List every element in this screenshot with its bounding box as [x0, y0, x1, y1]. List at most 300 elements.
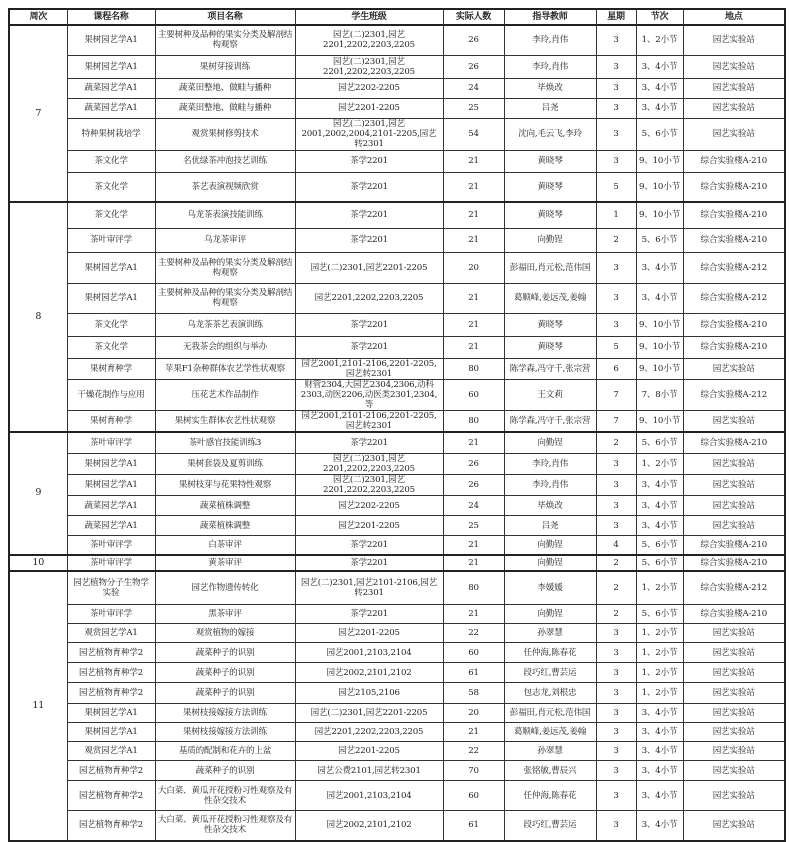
teacher-cell: 向勤锃	[504, 228, 596, 252]
period-cell: 3、4小节	[636, 704, 683, 723]
teacher-cell: 向勤锃	[504, 605, 596, 624]
teacher-cell: 彭福田,肖元松,范伟国	[504, 252, 596, 283]
teacher-cell: 任仲海,陈春花	[504, 781, 596, 811]
period-cell: 3、4小节	[636, 742, 683, 761]
location-cell: 综合实验楼A-210	[683, 605, 785, 624]
project-cell: 果树枝接嫁接方法训练	[155, 723, 295, 742]
course-cell: 果树园艺学A1	[67, 723, 155, 742]
teacher-cell: 毕焕改	[504, 78, 596, 98]
period-cell: 7、8小节	[636, 379, 683, 410]
day-cell: 2	[596, 228, 636, 252]
project-cell: 蔬菜种子的识别	[155, 663, 295, 683]
count-cell: 21	[443, 723, 504, 742]
project-cell: 果树实生群体农艺性状观察	[155, 410, 295, 432]
classes-cell: 园艺2201,2202,2203,2205	[295, 723, 443, 742]
course-cell: 茶叶审评学	[67, 432, 155, 454]
period-cell: 1、2小节	[636, 25, 683, 55]
location-cell: 园艺实验站	[683, 496, 785, 516]
classes-cell: 茶学2201	[295, 202, 443, 228]
teacher-cell: 沈向,毛云飞,李玲	[504, 118, 596, 150]
course-cell: 茶文化学	[67, 202, 155, 228]
period-cell: 3、4小节	[636, 78, 683, 98]
period-cell: 9、10小节	[636, 358, 683, 379]
classes-cell: 园艺2001,2101-2106,2201-2205,园艺转2301	[295, 358, 443, 379]
classes-cell: 茶学2201	[295, 536, 443, 555]
header-count: 实际人数	[443, 9, 504, 25]
teacher-cell: 彭福田,肖元松,范伟国	[504, 704, 596, 723]
project-cell: 果树套袋及夏剪训练	[155, 454, 295, 475]
day-cell: 4	[596, 536, 636, 555]
course-cell: 茶文化学	[67, 172, 155, 202]
teacher-cell: 李玲,肖伟	[504, 454, 596, 475]
day-cell: 3	[596, 283, 636, 313]
location-cell: 园艺实验站	[683, 25, 785, 55]
project-cell: 观赏植物的嫁接	[155, 624, 295, 643]
table-row	[9, 605, 785, 624]
classes-cell: 茶学2201	[295, 172, 443, 202]
project-cell: 果树芽接训练	[155, 55, 295, 78]
count-cell: 22	[443, 742, 504, 761]
period-cell: 5、6小节	[636, 605, 683, 624]
classes-cell: 园艺2001,2101-2106,2201-2205,园艺转2301	[295, 410, 443, 432]
location-cell: 园艺实验站	[683, 663, 785, 683]
teacher-cell: 吕尧	[504, 98, 596, 118]
classes-cell: 园艺(二)2301,园艺2201,2202,2203,2205	[295, 475, 443, 496]
teacher-cell: 李玲,肖伟	[504, 55, 596, 78]
header-teacher: 指导教师	[504, 9, 596, 25]
course-cell: 园艺植物育种学2	[67, 683, 155, 704]
course-cell: 蔬菜园艺学A1	[67, 496, 155, 516]
period-cell: 9、10小节	[636, 313, 683, 336]
project-cell: 黑茶审评	[155, 605, 295, 624]
day-cell: 3	[596, 704, 636, 723]
course-cell: 茶文化学	[67, 336, 155, 358]
location-cell: 园艺实验站	[683, 781, 785, 811]
header-row	[9, 9, 785, 25]
table-row	[9, 118, 785, 150]
table-row	[9, 704, 785, 723]
week-cell: 7	[9, 25, 67, 202]
week-cell: 11	[9, 571, 67, 841]
teacher-cell: 任仲海,陈春花	[504, 643, 596, 663]
teacher-cell: 向勤锃	[504, 555, 596, 571]
count-cell: 26	[443, 454, 504, 475]
header-project: 项目名称	[155, 9, 295, 25]
classes-cell: 园艺2201-2205	[295, 624, 443, 643]
week-cell: 9	[9, 432, 67, 555]
period-cell: 3、4小节	[636, 98, 683, 118]
classes-cell: 园艺2201-2205	[295, 742, 443, 761]
project-cell: 黄茶审评	[155, 555, 295, 571]
course-cell: 果树园艺学A1	[67, 704, 155, 723]
location-cell: 综合实验楼A-212	[683, 379, 785, 410]
course-cell: 茶叶审评学	[67, 536, 155, 555]
location-cell: 园艺实验站	[683, 811, 785, 841]
project-cell: 基质的配制和花卉的上盆	[155, 742, 295, 761]
course-cell: 园艺植物育种学2	[67, 643, 155, 663]
period-cell: 1、2小节	[636, 571, 683, 605]
table-row	[9, 410, 785, 432]
project-cell: 果树枝接嫁接方法训练	[155, 704, 295, 723]
course-cell: 园艺植物育种学2	[67, 663, 155, 683]
table-row	[9, 723, 785, 742]
period-cell: 5、6小节	[636, 432, 683, 454]
classes-cell: 茶学2201	[295, 150, 443, 172]
table-row	[9, 172, 785, 202]
schedule-table	[8, 8, 786, 842]
course-cell: 园艺植物分子生物学实验	[67, 571, 155, 605]
header-course: 课程名称	[67, 9, 155, 25]
classes-cell: 园艺(二)2301,园艺2201-2205	[295, 252, 443, 283]
period-cell: 3、4小节	[636, 811, 683, 841]
location-cell: 园艺实验站	[683, 704, 785, 723]
table-row	[9, 536, 785, 555]
count-cell: 80	[443, 410, 504, 432]
classes-cell: 园艺2001,2103,2104	[295, 781, 443, 811]
table-row	[9, 358, 785, 379]
teacher-cell: 孙翠慧	[504, 742, 596, 761]
classes-cell: 园艺(二)2301,园艺2201,2202,2203,2205	[295, 25, 443, 55]
day-cell: 3	[596, 313, 636, 336]
course-cell: 果树园艺学A1	[67, 252, 155, 283]
classes-cell: 茶学2201	[295, 555, 443, 571]
count-cell: 20	[443, 252, 504, 283]
course-cell: 蔬菜园艺学A1	[67, 516, 155, 536]
day-cell: 7	[596, 379, 636, 410]
count-cell: 58	[443, 683, 504, 704]
location-cell: 综合实验楼A-212	[683, 283, 785, 313]
table-row	[9, 516, 785, 536]
location-cell: 园艺实验站	[683, 475, 785, 496]
day-cell: 3	[596, 516, 636, 536]
table-row	[9, 624, 785, 643]
table-row	[9, 781, 785, 811]
table-row	[9, 555, 785, 571]
period-cell: 3、4小节	[636, 723, 683, 742]
count-cell: 21	[443, 150, 504, 172]
period-cell: 5、6小节	[636, 555, 683, 571]
day-cell: 3	[596, 781, 636, 811]
day-cell: 3	[596, 742, 636, 761]
count-cell: 24	[443, 78, 504, 98]
location-cell: 综合实验楼A-210	[683, 313, 785, 336]
table-row	[9, 98, 785, 118]
location-cell: 综合实验楼A-210	[683, 536, 785, 555]
day-cell: 2	[596, 605, 636, 624]
location-cell: 园艺实验站	[683, 454, 785, 475]
day-cell: 3	[596, 723, 636, 742]
classes-cell: 财管2304,大园艺2304,2306,动科2303,动医2206,动医类2301,2304,等	[295, 379, 443, 410]
period-cell: 9、10小节	[636, 172, 683, 202]
teacher-cell: 葛顺峰,姜远茂,姜翰	[504, 723, 596, 742]
day-cell: 7	[596, 410, 636, 432]
count-cell: 60	[443, 643, 504, 663]
count-cell: 20	[443, 704, 504, 723]
location-cell: 园艺实验站	[683, 516, 785, 536]
day-cell: 5	[596, 172, 636, 202]
count-cell: 21	[443, 313, 504, 336]
period-cell: 9、10小节	[636, 336, 683, 358]
count-cell: 21	[443, 336, 504, 358]
project-cell: 白茶审评	[155, 536, 295, 555]
teacher-cell: 向勤锃	[504, 432, 596, 454]
count-cell: 21	[443, 283, 504, 313]
teacher-cell: 向勤锃	[504, 536, 596, 555]
day-cell: 2	[596, 571, 636, 605]
project-cell: 大白菜、黄瓜开花授粉习性观察及有性杂交技术	[155, 811, 295, 841]
project-cell: 观赏果树修剪技术	[155, 118, 295, 150]
teacher-cell: 黄晓琴	[504, 202, 596, 228]
project-cell: 蔬菜种子的识别	[155, 761, 295, 781]
teacher-cell: 黄晓琴	[504, 313, 596, 336]
location-cell: 综合实验楼A-210	[683, 172, 785, 202]
project-cell: 主要树种及品种的果实分类及解剖结构观察	[155, 252, 295, 283]
table-row	[9, 202, 785, 228]
period-cell: 1、2小节	[636, 624, 683, 643]
location-cell: 园艺实验站	[683, 624, 785, 643]
day-cell: 3	[596, 683, 636, 704]
classes-cell: 茶学2201	[295, 432, 443, 454]
day-cell: 3	[596, 663, 636, 683]
count-cell: 21	[443, 202, 504, 228]
period-cell: 9、10小节	[636, 202, 683, 228]
header-location: 地点	[683, 9, 785, 25]
location-cell: 园艺实验站	[683, 742, 785, 761]
table-row	[9, 663, 785, 683]
classes-cell: 园艺2202-2205	[295, 78, 443, 98]
count-cell: 21	[443, 555, 504, 571]
location-cell: 园艺实验站	[683, 761, 785, 781]
count-cell: 60	[443, 781, 504, 811]
project-cell: 乌龙茶审评	[155, 228, 295, 252]
table-row	[9, 283, 785, 313]
day-cell: 2	[596, 555, 636, 571]
location-cell: 园艺实验站	[683, 643, 785, 663]
classes-cell: 园艺2202-2205	[295, 496, 443, 516]
day-cell: 3	[596, 496, 636, 516]
location-cell: 综合实验楼A-210	[683, 336, 785, 358]
classes-cell: 园艺(二)2301,园艺2001,2002,2004,2101-2205,园艺转2301	[295, 118, 443, 150]
teacher-cell: 段巧红,曹芸运	[504, 663, 596, 683]
table-row	[9, 25, 785, 55]
project-cell: 茶艺表演视频欣赏	[155, 172, 295, 202]
course-cell: 果树育种学	[67, 358, 155, 379]
table-row	[9, 228, 785, 252]
project-cell: 蔬菜植株调整	[155, 516, 295, 536]
header-week: 周次	[9, 9, 67, 25]
period-cell: 3、4小节	[636, 761, 683, 781]
project-cell: 乌龙茶茶艺表演训练	[155, 313, 295, 336]
teacher-cell: 李玲,肖伟	[504, 25, 596, 55]
project-cell: 苹果F1杂种群体农艺学性状观察	[155, 358, 295, 379]
count-cell: 54	[443, 118, 504, 150]
classes-cell: 茶学2201	[295, 228, 443, 252]
location-cell: 园艺实验站	[683, 98, 785, 118]
location-cell: 综合实验楼A-212	[683, 252, 785, 283]
day-cell: 3	[596, 811, 636, 841]
day-cell: 3	[596, 78, 636, 98]
day-cell: 2	[596, 432, 636, 454]
period-cell: 3、4小节	[636, 475, 683, 496]
count-cell: 25	[443, 516, 504, 536]
table-row	[9, 252, 785, 283]
course-cell: 茶叶审评学	[67, 228, 155, 252]
teacher-cell: 陈学森,冯守千,张宗营	[504, 358, 596, 379]
teacher-cell: 包志龙,刘根忠	[504, 683, 596, 704]
header-day: 星期	[596, 9, 636, 25]
course-cell: 果树园艺学A1	[67, 475, 155, 496]
classes-cell: 园艺2105,2106	[295, 683, 443, 704]
project-cell: 大白菜、黄瓜开花授粉习性观察及有性杂交技术	[155, 781, 295, 811]
table-row	[9, 379, 785, 410]
course-cell: 特种果树栽培学	[67, 118, 155, 150]
period-cell: 5、6小节	[636, 228, 683, 252]
course-cell: 果树园艺学A1	[67, 55, 155, 78]
count-cell: 70	[443, 761, 504, 781]
project-cell: 茶叶感官技能训练3	[155, 432, 295, 454]
period-cell: 3、4小节	[636, 516, 683, 536]
table-row	[9, 432, 785, 454]
project-cell: 蔬菜田整地、做畦与播种	[155, 78, 295, 98]
course-cell: 观赏园艺学A1	[67, 742, 155, 761]
day-cell: 3	[596, 475, 636, 496]
period-cell: 3、4小节	[636, 252, 683, 283]
count-cell: 21	[443, 432, 504, 454]
table-row	[9, 313, 785, 336]
location-cell: 园艺实验站	[683, 683, 785, 704]
course-cell: 干燥花制作与应用	[67, 379, 155, 410]
count-cell: 21	[443, 228, 504, 252]
teacher-cell: 段巧红,曹芸运	[504, 811, 596, 841]
table-row	[9, 643, 785, 663]
classes-cell: 园艺2002,2101,2102	[295, 663, 443, 683]
count-cell: 21	[443, 605, 504, 624]
location-cell: 园艺实验站	[683, 78, 785, 98]
teacher-cell: 陈学森,冯守千,张宗营	[504, 410, 596, 432]
count-cell: 26	[443, 25, 504, 55]
classes-cell: 园艺(二)2301,园艺2201,2202,2203,2205	[295, 55, 443, 78]
period-cell: 3、4小节	[636, 781, 683, 811]
schedule-body	[9, 25, 785, 841]
week-cell: 10	[9, 555, 67, 571]
course-cell: 蔬菜园艺学A1	[67, 78, 155, 98]
count-cell: 26	[443, 55, 504, 78]
course-cell: 果树园艺学A1	[67, 283, 155, 313]
table-row	[9, 78, 785, 98]
table-row	[9, 454, 785, 475]
day-cell: 3	[596, 252, 636, 283]
project-cell: 名优绿茶冲泡技艺训练	[155, 150, 295, 172]
location-cell: 综合实验楼A-210	[683, 228, 785, 252]
project-cell: 果树枝芽与花果特性观察	[155, 475, 295, 496]
course-cell: 茶文化学	[67, 313, 155, 336]
teacher-cell: 李媛媛	[504, 571, 596, 605]
count-cell: 60	[443, 379, 504, 410]
table-row	[9, 811, 785, 841]
period-cell: 9、10小节	[636, 410, 683, 432]
count-cell: 26	[443, 475, 504, 496]
count-cell: 80	[443, 571, 504, 605]
course-cell: 果树园艺学A1	[67, 25, 155, 55]
project-cell: 乌龙茶表演技能训练	[155, 202, 295, 228]
table-row	[9, 150, 785, 172]
header-classes: 学生班级	[295, 9, 443, 25]
count-cell: 24	[443, 496, 504, 516]
project-cell: 主要树种及品种的果实分类及解剖结构观察	[155, 25, 295, 55]
location-cell: 综合实验楼A-210	[683, 202, 785, 228]
table-row	[9, 475, 785, 496]
table-row	[9, 683, 785, 704]
project-cell: 压花艺术作品制作	[155, 379, 295, 410]
count-cell: 21	[443, 536, 504, 555]
table-row	[9, 336, 785, 358]
location-cell: 园艺实验站	[683, 118, 785, 150]
day-cell: 3	[596, 454, 636, 475]
teacher-cell: 黄晓琴	[504, 150, 596, 172]
classes-cell: 园艺(二)2301,园艺2201-2205	[295, 704, 443, 723]
location-cell: 综合实验楼A-212	[683, 571, 785, 605]
day-cell: 3	[596, 643, 636, 663]
classes-cell: 茶学2201	[295, 313, 443, 336]
period-cell: 1、2小节	[636, 683, 683, 704]
count-cell: 61	[443, 811, 504, 841]
project-cell: 主要树种及品种的果实分类及解剖结构观察	[155, 283, 295, 313]
period-cell: 1、2小节	[636, 643, 683, 663]
count-cell: 25	[443, 98, 504, 118]
table-row	[9, 571, 785, 605]
count-cell: 21	[443, 172, 504, 202]
period-cell: 3、4小节	[636, 283, 683, 313]
classes-cell: 茶学2201	[295, 336, 443, 358]
classes-cell: 园艺(二)2301,园艺2201,2202,2203,2205	[295, 454, 443, 475]
teacher-cell: 黄晓琴	[504, 336, 596, 358]
period-cell: 5、6小节	[636, 118, 683, 150]
course-cell: 果树园艺学A1	[67, 454, 155, 475]
teacher-cell: 葛顺峰,姜远茂,姜翰	[504, 283, 596, 313]
day-cell: 3	[596, 118, 636, 150]
course-cell: 蔬菜园艺学A1	[67, 98, 155, 118]
day-cell: 3	[596, 55, 636, 78]
location-cell: 园艺实验站	[683, 55, 785, 78]
header-period: 节次	[636, 9, 683, 25]
classes-cell: 园艺2001,2103,2104	[295, 643, 443, 663]
count-cell: 61	[443, 663, 504, 683]
day-cell: 3	[596, 761, 636, 781]
table-row	[9, 496, 785, 516]
classes-cell: 园艺2201-2205	[295, 98, 443, 118]
classes-cell: 园艺公费2101,园艺转2301	[295, 761, 443, 781]
project-cell: 蔬菜种子的识别	[155, 643, 295, 663]
period-cell: 5、6小节	[636, 536, 683, 555]
project-cell: 蔬菜植株调整	[155, 496, 295, 516]
project-cell: 园艺作物遗传转化	[155, 571, 295, 605]
period-cell: 1、2小节	[636, 454, 683, 475]
day-cell: 3	[596, 150, 636, 172]
project-cell: 无我茶会的组织与举办	[155, 336, 295, 358]
course-cell: 园艺植物育种学2	[67, 781, 155, 811]
course-cell: 茶叶审评学	[67, 555, 155, 571]
teacher-cell: 孙翠慧	[504, 624, 596, 643]
classes-cell: 茶学2201	[295, 605, 443, 624]
teacher-cell: 张铭敏,曹辰兴	[504, 761, 596, 781]
classes-cell: 园艺2002,2101,2102	[295, 811, 443, 841]
table-row	[9, 742, 785, 761]
course-cell: 茶叶审评学	[67, 605, 155, 624]
project-cell: 蔬菜种子的识别	[155, 683, 295, 704]
count-cell: 80	[443, 358, 504, 379]
classes-cell: 园艺2201,2202,2203,2205	[295, 283, 443, 313]
day-cell: 5	[596, 336, 636, 358]
